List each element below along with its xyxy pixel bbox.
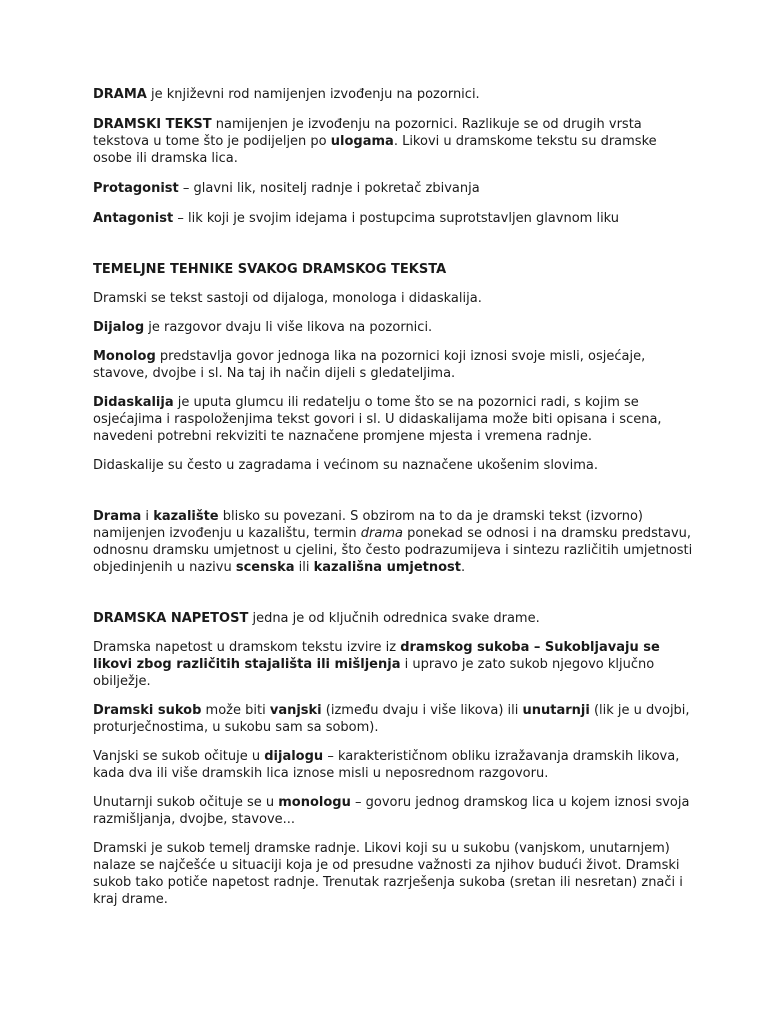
text-run: . Likovi u dramskome tekstu su dramske osobe ili dramska lica. — [93, 134, 657, 166]
bold-run: vanjski — [269, 703, 322, 718]
paragraph-sastoji — [93, 290, 693, 307]
paragraph-antagonist — [93, 210, 693, 227]
text-run: (lik je u dvojbi, proturječnostima, u sukobu sam sa sobom). — [93, 703, 690, 735]
paragraph-drama-kazaliste — [93, 508, 693, 576]
bold-run: Drama — [93, 509, 142, 524]
paragraph-sukob-temelj — [93, 840, 693, 908]
text-run: . — [461, 560, 466, 575]
text-run: i upravo je zato sukob njegovo ključno obilježje. — [93, 657, 655, 689]
bold-run: Didaskalija — [93, 395, 174, 410]
text-run: blisko su povezani. S obzirom na to da je dramski tekst (izvorno) namijenjen izvođenju u kazalištu, termin — [93, 509, 644, 541]
bold-run: Dramski sukob — [93, 703, 202, 718]
bold-run: monologu — [278, 795, 351, 810]
bold-run: dijalogu — [264, 749, 324, 764]
text-run: Vanjski se sukob očituje u — [93, 749, 265, 764]
paragraph-unutarnji-sukob — [93, 794, 693, 828]
text-run: Dramski se tekst sastoji od dijaloga, monologa i didaskalija. — [93, 291, 482, 306]
paragraph-didaskalija — [93, 394, 693, 445]
paragraph-didaskalije-zagrade — [93, 457, 693, 474]
text-run: – govoru jednog dramskog lica u kojem iznosi svoja razmišljanja, dvojbe, stavove... — [93, 795, 690, 827]
bold-run: dramskog sukoba – Sukobljavaju se likovi zbog različitih stajališta ili mišljenja — [93, 640, 660, 672]
text-run: – glavni lik, nositelj radnje i pokretač zbivanja — [178, 181, 480, 196]
bold-run: scenska — [235, 560, 295, 575]
bold-run: unutarnji — [522, 703, 590, 718]
bold-run: DRAMSKI TEKST — [93, 117, 212, 132]
text-run: je razgovor dvaju li više likova na pozornici. — [144, 320, 433, 335]
paragraph-protagonist — [93, 180, 693, 197]
text-run: je književni rod namijenjen izvođenju na pozornici. — [146, 87, 480, 102]
bold-run: Antagonist — [93, 211, 174, 226]
text-run: (između dvaju i više likova) ili — [321, 703, 523, 718]
text-run: može biti — [201, 703, 270, 718]
paragraph-napetost-izvire — [93, 639, 693, 690]
text-run: Unutarnji sukob očituje se u — [93, 795, 279, 810]
paragraph-monolog — [93, 348, 693, 382]
bold-run: Protagonist — [93, 181, 179, 196]
paragraph-vanjski-sukob — [93, 748, 693, 782]
bold-run: DRAMSKA NAPETOST — [93, 611, 249, 626]
text-run: je uputa glumcu ili redatelju o tome što se na pozornici radi, s kojim se osjećajima i raspoloženjima tekst govori i sl. U didaskalijama može biti opisana i scena, navedeni potrebni rekviziti te naznačene promjene mjesta i vremena radnje. — [93, 395, 662, 444]
section-heading-tehnike — [93, 261, 693, 278]
bold-run: kazališna umjetnost — [313, 560, 462, 575]
text-run: ili — [294, 560, 314, 575]
paragraph-dijalog — [93, 319, 693, 336]
text-run: predstavlja govor jednoga lika na pozornici koji iznosi svoje misli, osjećaje, stavove, dvojbe i sl. Na taj ih način dijeli s gledateljima. — [93, 349, 646, 381]
paragraph-sukob-vrste — [93, 702, 693, 736]
bold-run: Monolog — [93, 349, 156, 364]
italic-run: drama — [360, 526, 403, 541]
bold-run: Dijalog — [93, 320, 145, 335]
text-run: namijenjen je izvođenju na pozornici. Razlikuje se od drugih vrsta tekstova u tome što je podijeljen po — [93, 117, 642, 149]
bold-run: DRAMA — [93, 87, 147, 102]
text-run: – lik koji je svojim idejama i postupcima suprotstavljen glavnom liku — [173, 211, 620, 226]
text-run: Didaskalije su često u zagradama i većinom su naznačene ukošenim slovima. — [93, 458, 598, 473]
paragraph-dramski-tekst — [93, 116, 693, 167]
bold-run: ulogama — [330, 134, 394, 149]
bold-run: TEMELJNE TEHNIKE SVAKOG DRAMSKOG TEKSTA — [93, 262, 447, 277]
paragraph-dramska-napetost — [93, 610, 693, 627]
paragraph-drama-definition — [93, 86, 693, 103]
text-run: Dramska napetost u dramskom tekstu izvire iz — [93, 640, 401, 655]
document-page — [93, 86, 693, 908]
text-run: ponekad se odnosi i na dramsku predstavu, odnosnu dramsku umjetnost u cjelini, što često podrazumijeva i sintezu različitih umjetnosti objedinjenih u nazivu — [93, 526, 693, 575]
text-run: jedna je od ključnih odrednica svake drame. — [248, 611, 540, 626]
text-run: – karakterističnom obliku izražavanja dramskih likova, kada dva ili više dramskih lica iznose misli u neposrednom razgovoru. — [93, 749, 680, 781]
text-run: i — [141, 509, 154, 524]
text-run: Dramski je sukob temelj dramske radnje. Likovi koji su u sukobu (vanjskom, unutarnjem) nalaze se najčešće u situaciji koja je od presudne važnosti za njihov budući život. Dramski sukob tako potiče napetost radnje. Trenutak razrješenja sukoba (sretan ili nesretan) znači i kraj drame. — [93, 841, 683, 907]
bold-run: kazalište — [153, 509, 219, 524]
